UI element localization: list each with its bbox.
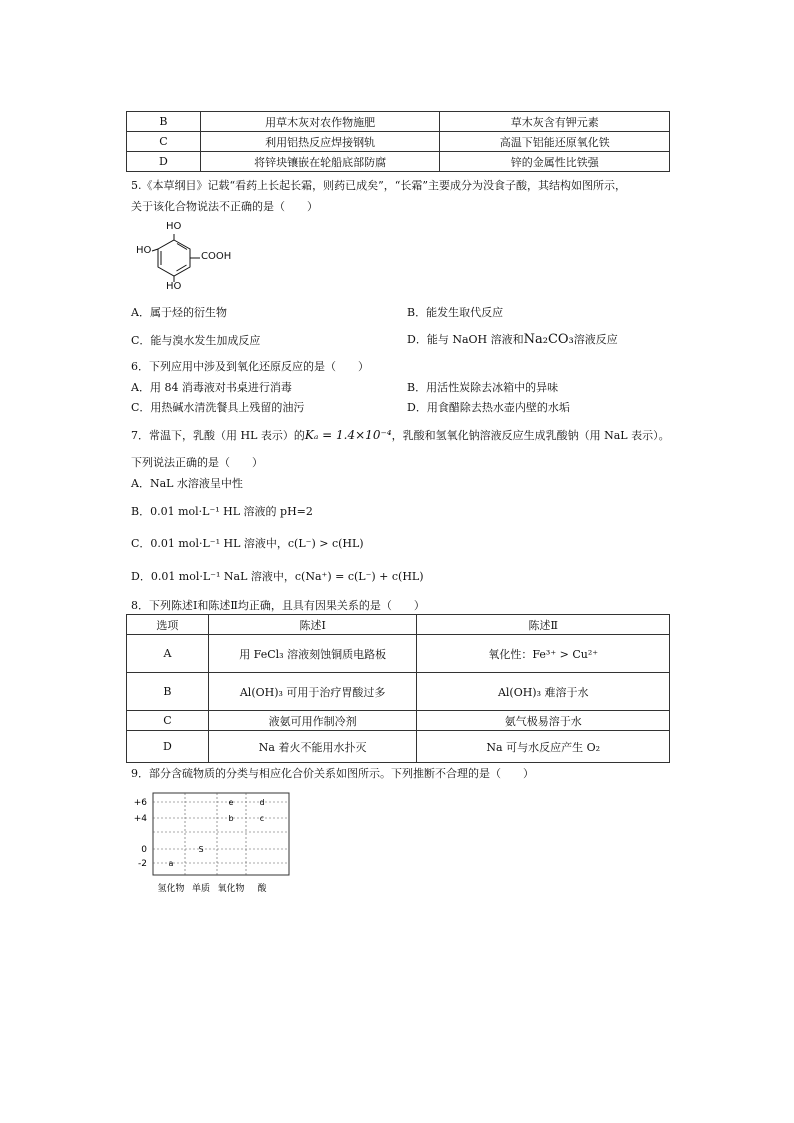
x-category-label: 酸	[257, 884, 267, 894]
table-cell: A	[127, 635, 209, 673]
q6-option-d: D．用食醋除去热水壶内壁的水垢	[407, 401, 570, 414]
y-tick-label: 0	[141, 845, 147, 855]
table-cell: 将锌块镶嵌在轮船底部防腐	[200, 152, 440, 172]
q5-option-d	[407, 331, 618, 347]
q7-stem-tail: ，乳酸和氢氧化钠溶液反应生成乳酸钠（用 NaL 表示）。	[391, 429, 670, 442]
q5-option-c: C．能与溴水发生加成反应	[131, 334, 261, 347]
table-row	[127, 132, 670, 152]
q7-option-b: B．0.01 mol·L⁻¹ HL 溶液的 pH=2	[131, 505, 313, 518]
ka-expression: Kₐ = 1.4×10⁻⁴	[304, 428, 392, 442]
q5-stem-line2: 关于该化合物说法不正确的是（ ）	[131, 200, 318, 213]
data-point-label: e	[228, 798, 234, 807]
q5-option-d-tail: 溶液反应	[573, 333, 618, 346]
table-header-cell: 陈述Ⅰ	[208, 615, 417, 635]
q8-table	[126, 614, 670, 763]
table-cell: 氧化性：Fe³⁺ > Cu²⁺	[417, 635, 670, 673]
q7-option-d: D．0.01 mol·L⁻¹ NaL 溶液中，c(Na⁺) = c(L⁻) + c(HL)	[131, 570, 424, 583]
y-tick-label: +4	[133, 814, 147, 824]
y-tick-label: -2	[138, 859, 147, 869]
table-header-cell: 陈述Ⅱ	[417, 615, 670, 635]
q6-option-b: B．用活性炭除去冰箱中的异味	[407, 381, 559, 394]
table-row	[127, 731, 670, 763]
q5-stem-line1: 5.《本草纲目》记载“看药上长起长霜，则药已成矣”，“长霜”主要成分为没食子酸，其结构如图所示，	[131, 179, 626, 192]
data-point-label: S	[198, 845, 204, 854]
table-cell: Al(OH)₃ 可用于治疗胃酸过多	[208, 673, 417, 711]
sulfur-valence-chart	[133, 792, 290, 894]
q6-option-c: C．用热碱水清洗餐具上残留的油污	[131, 401, 305, 414]
q7-option-a: A．NaL 水溶液呈中性	[131, 477, 243, 490]
data-point-label: a	[168, 859, 174, 868]
q5-option-a: A．属于烃的衍生物	[131, 306, 227, 319]
table-cell: 氨气极易溶于水	[417, 711, 670, 731]
table-cell: 高温下铝能还原氧化铁	[440, 132, 670, 152]
gallic-acid-structure	[134, 218, 264, 296]
data-point-label: d	[259, 798, 265, 807]
table-header-row	[127, 615, 670, 635]
table-cell: Na 着火不能用水扑灭	[208, 731, 417, 763]
table-row	[127, 112, 670, 132]
table-cell: 用草木灰对农作物施肥	[200, 112, 440, 132]
table-cell: D	[127, 731, 209, 763]
table-row	[127, 673, 670, 711]
q4-table	[126, 111, 670, 172]
table-cell: 锌的金属性比铁强	[440, 152, 670, 172]
data-point-label: c	[259, 814, 265, 823]
table-cell: Al(OH)₃ 难溶于水	[417, 673, 670, 711]
na2co3-formula: Na₂CO₃	[523, 332, 574, 347]
q7-stem-text: 7．常温下，乳酸（用 HL 表示）的	[131, 429, 305, 442]
oh-left-label: HO	[136, 245, 152, 256]
table-cell: 用 FeCl₃ 溶液刻蚀铜质电路板	[208, 635, 417, 673]
table-cell: D	[127, 152, 201, 172]
q6-option-a: A．用 84 消毒液对书桌进行消毒	[131, 381, 292, 394]
table-cell: Na 可与水反应产生 O₂	[417, 731, 670, 763]
q7-option-c: C．0.01 mol·L⁻¹ HL 溶液中，c(L⁻) > c(HL)	[131, 537, 364, 550]
q8-stem: 8．下列陈述Ⅰ和陈述Ⅱ均正确，且具有因果关系的是（ ）	[131, 599, 425, 612]
chart-svg	[133, 792, 290, 894]
table-cell: B	[127, 112, 201, 132]
cooh-label: COOH	[201, 251, 232, 262]
oh-top-label: HO	[166, 221, 182, 232]
table-cell: 液氨可用作制冷剂	[208, 711, 417, 731]
table-cell: 利用铝热反应焊接钢轨	[200, 132, 440, 152]
q5-option-b: B．能发生取代反应	[407, 306, 504, 319]
x-category-label: 单质	[191, 884, 211, 894]
q7-stem-line2: 下列说法正确的是（ ）	[131, 456, 263, 469]
benzene-ring-diagram	[134, 218, 264, 296]
data-point-label: b	[228, 814, 234, 823]
table-cell: C	[127, 711, 209, 731]
x-category-label: 氧化物	[217, 884, 245, 894]
table-cell: 草木灰含有钾元素	[440, 112, 670, 132]
q7-stem	[131, 427, 670, 443]
oh-bottom-label: HO	[166, 281, 182, 292]
table-row	[127, 711, 670, 731]
y-tick-label: +6	[133, 798, 147, 808]
table-header-cell: 选项	[127, 615, 209, 635]
x-category-label: 氢化物	[157, 884, 185, 894]
q5-option-d-text: D．能与 NaOH 溶液和	[407, 333, 524, 346]
table-row	[127, 635, 670, 673]
table-cell: B	[127, 673, 209, 711]
q9-stem: 9．部分含硫物质的分类与相应化合价关系如图所示。下列推断不合理的是（ ）	[131, 767, 534, 780]
table-cell: C	[127, 132, 201, 152]
q6-stem: 6．下列应用中涉及到氧化还原反应的是（ ）	[131, 360, 369, 373]
table-row	[127, 152, 670, 172]
